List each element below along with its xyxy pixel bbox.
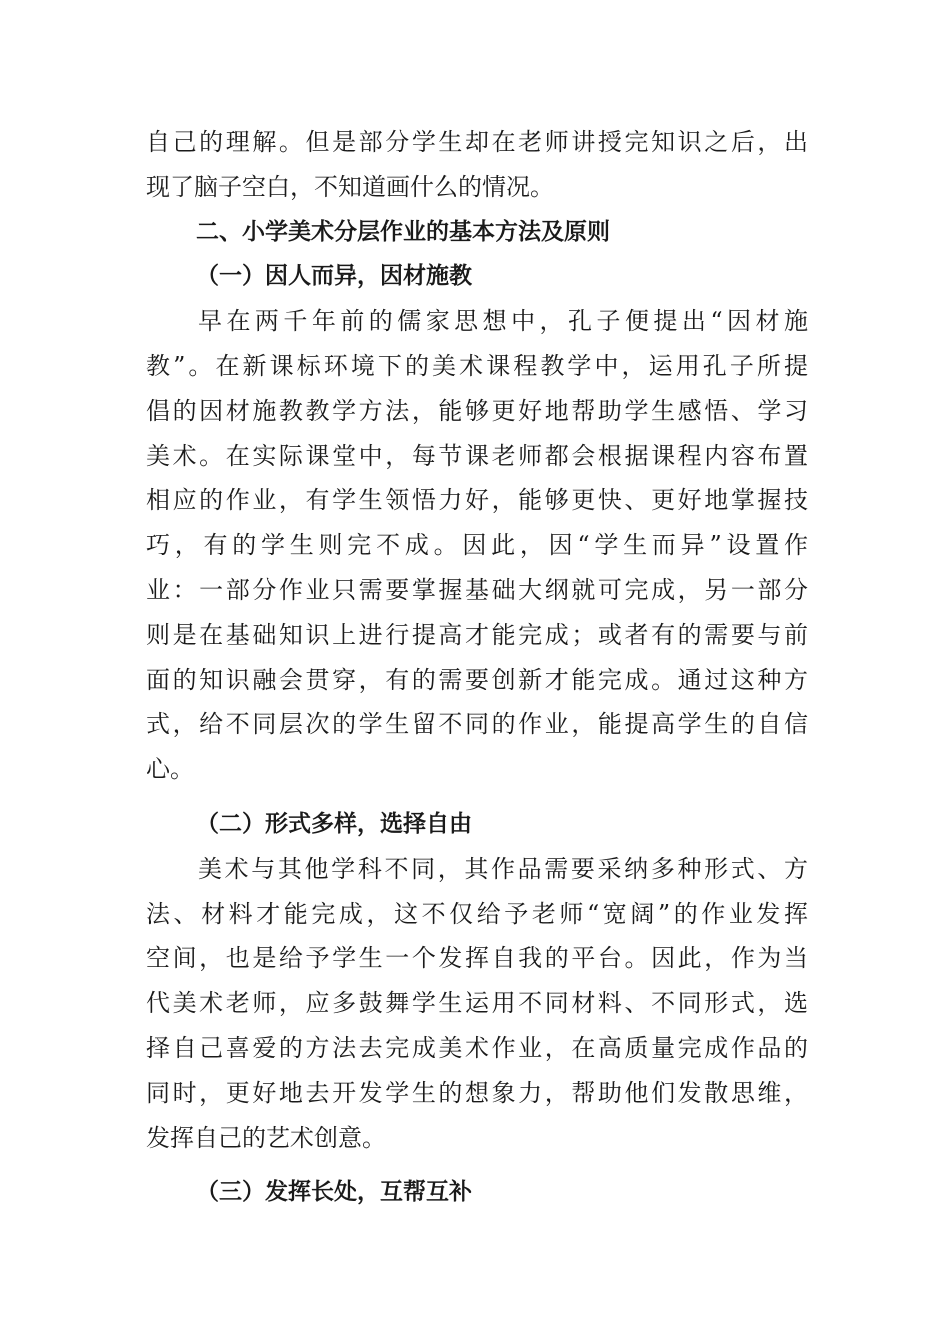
section-heading: 二、小学美术分层作业的基本方法及原则 bbox=[196, 218, 610, 245]
document-body bbox=[146, 120, 808, 1215]
paragraph-line: 空间，也是给予学生一个发挥自我的平台。因此，作为当 bbox=[146, 944, 808, 973]
paragraph-line: 代美术老师，应多鼓舞学生运用不同材料、不同形式，选 bbox=[146, 989, 808, 1018]
paragraph-line: 同时，更好地去开发学生的想象力，帮助他们发散思维， bbox=[146, 1078, 808, 1107]
subsection-heading-1: （一）因人而异，因材施教 bbox=[196, 263, 472, 290]
paragraph-line: 自己的理解。但是部分学生却在老师讲授完知识之后，出 bbox=[146, 128, 808, 156]
paragraph-line: 法、材料才能完成，这不仅给予老师“宽阔”的作业发挥 bbox=[146, 899, 808, 928]
paragraph-line: 倡的因材施教教学方法，能够更好地帮助学生感悟、学习 bbox=[146, 396, 808, 425]
paragraph-line: 美术。在实际课堂中，每节课老师都会根据课程内容布置 bbox=[146, 441, 808, 470]
paragraph-line: 则是在基础知识上进行提高才能完成；或者有的需要与前 bbox=[146, 620, 808, 649]
paragraph-line: 早在两千年前的儒家思想中，孔子便提出“因材施 bbox=[198, 307, 808, 336]
paragraph-line: 心。 bbox=[146, 755, 194, 784]
paragraph-line: 美术与其他学科不同，其作品需要采纳多种形式、方 bbox=[198, 854, 808, 883]
subsection-heading-3: （三）发挥长处，互帮互补 bbox=[196, 1179, 472, 1206]
paragraph-line: 现了脑子空白，不知道画什么的情况。 bbox=[146, 172, 554, 201]
paragraph-line: 式，给不同层次的学生留不同的作业，能提高学生的自信 bbox=[146, 710, 808, 739]
paragraph-line: 业：一部分作业只需要掌握基础大纲就可完成，另一部分 bbox=[146, 575, 808, 604]
paragraph-line: 相应的作业，有学生领悟力好，能够更快、更好地掌握技 bbox=[146, 486, 808, 515]
paragraph-line: 面的知识融会贯穿，有的需要创新才能完成。通过这种方 bbox=[146, 665, 808, 694]
paragraph-line: 发挥自己的艺术创意。 bbox=[146, 1123, 386, 1152]
paragraph-line: 择自己喜爱的方法去完成美术作业，在高质量完成作品的 bbox=[146, 1033, 808, 1062]
paragraph-line: 巧，有的学生则完不成。因此，因“学生而异”设置作 bbox=[146, 531, 808, 560]
subsection-heading-2: （二）形式多样，选择自由 bbox=[196, 810, 472, 837]
paragraph-line: 教”。在新课标环境下的美术课程教学中，运用孔子所提 bbox=[146, 351, 808, 380]
